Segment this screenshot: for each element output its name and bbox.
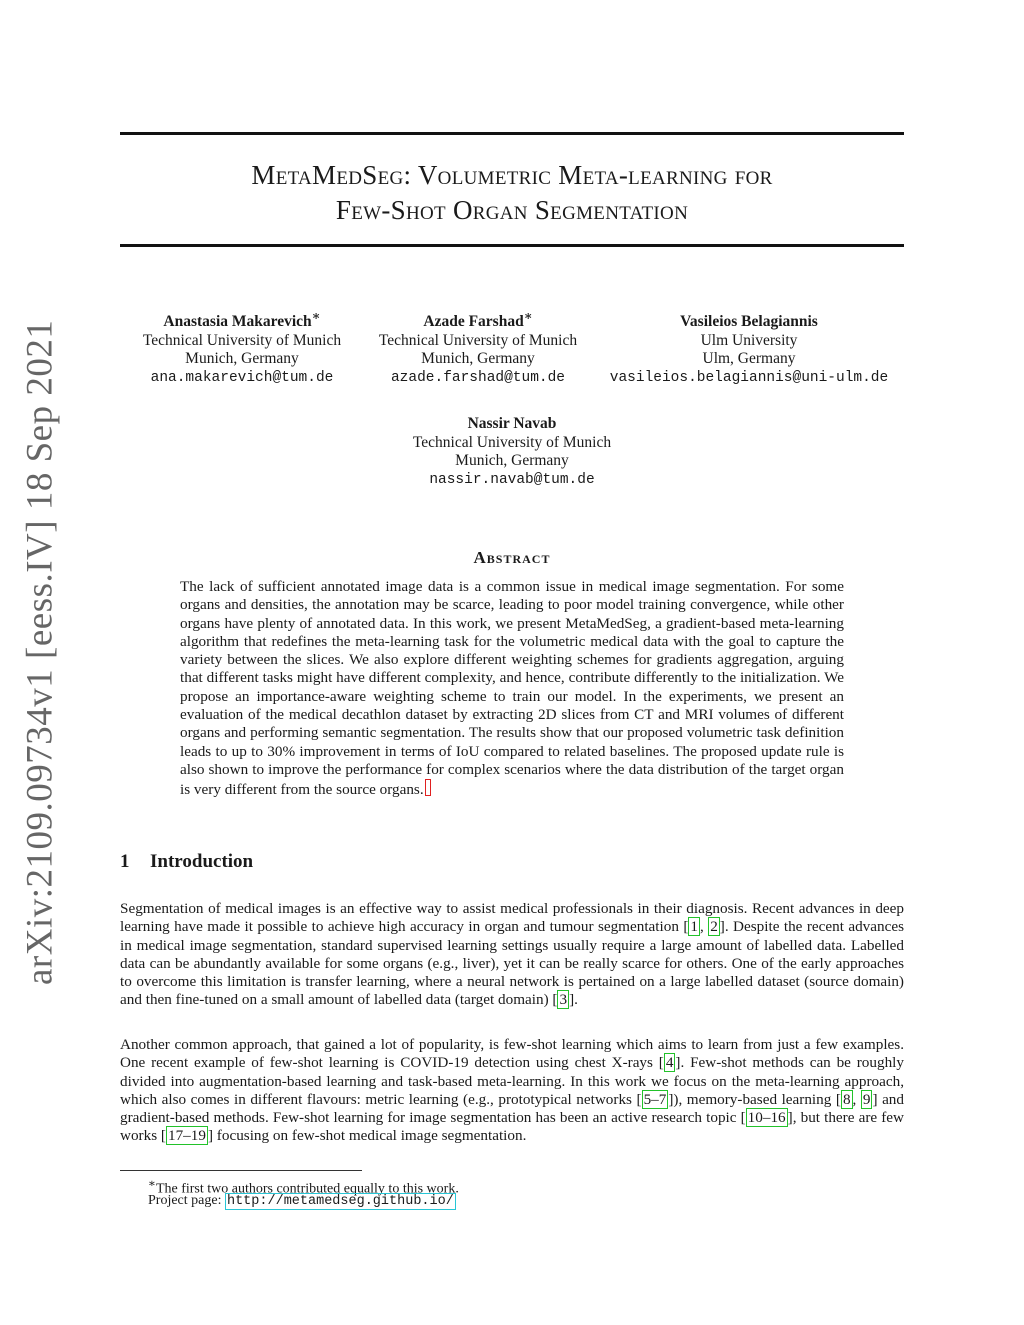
author-block (122, 307, 362, 387)
arxiv-side-stamp: arXiv:2109.09734v1 [eess.IV] 18 Sep 2021 (19, 319, 61, 986)
author-affiliation: Technical University of Munich (142, 331, 342, 349)
title-line-1: MetaMedSeg: Volumetric Meta-learning for (251, 160, 773, 190)
author-block (362, 307, 594, 387)
author-mark: ∗ (523, 308, 533, 323)
author-email[interactable]: vasileios.belagiannis@uni-ulm.de (609, 369, 889, 386)
footnote-mark: ∗ (148, 1177, 156, 1190)
author-location: Munich, Germany (185, 350, 299, 368)
footnote-rule (120, 1170, 362, 1171)
author-affiliation: Ulm University (700, 331, 798, 349)
author-email[interactable]: ana.makarevich@tum.de (150, 369, 334, 386)
author-mark: ∗ (311, 308, 321, 323)
abstract-body (180, 578, 844, 800)
citation-link[interactable]: 10–16 (747, 1109, 786, 1127)
project-page-link[interactable]: http://metamedseg.github.io/ (226, 1194, 454, 1209)
citation-link[interactable]: 4 (665, 1054, 674, 1072)
author-block (392, 409, 632, 489)
citation-link[interactable]: 1 (690, 918, 698, 936)
author-name: Azade Farshad (423, 313, 524, 331)
footnote-link-marker[interactable] (425, 779, 431, 796)
author-location: Ulm, Germany (702, 350, 796, 368)
author-name: Vasileios Belagiannis (680, 313, 818, 331)
author-location: Munich, Germany (421, 350, 535, 368)
citation-link[interactable]: 3 (559, 991, 568, 1009)
section-number: 1 (120, 851, 130, 872)
abstract-text: The lack of sufficient annotated image data is a common issue in medical image segmentation. For some organs and densities, the annotation may be scarce, leading to poor model training convergence, while other organs have plenty of annotated data. In this work, we present MetaMedSeg, a gradient-based meta-learning algorithm that redefines the meta-learning task for the volumetric medical data with the goal to capture the variety between the slices. We also explore different weighting schemes for gradients aggregation, arguing that different tasks might have different complexity, and hence, contribute differently to the initialization. We propose an importance-aware weighting scheme to train our model. In the experiments, we present an evaluation of the medical decathlon dataset by extracting 2D slices from CT and MRI volumes of different organs and performing semantic segmentation. The results show that our proposed volumetric task definition leads to up to 30% improvement in terms of IoU compared to related baselines. The proposed update rule is also shown to improve the performance for complex scenarios where the data distribution of the target organ is very different from the source organs. (180, 578, 844, 799)
title-bottom-rule (120, 244, 904, 247)
citation-link[interactable]: 17–19 (167, 1127, 206, 1145)
author-block (604, 307, 894, 387)
section-title: Introduction (150, 851, 254, 872)
project-page-line: Project page: http://metamedseg.github.io/ (148, 1193, 454, 1209)
author-name: Anastasia Makarevich (163, 313, 312, 331)
citation-link[interactable]: 8 (842, 1090, 851, 1108)
abstract-heading: Abstract (473, 548, 551, 567)
author-email[interactable]: nassir.navab@tum.de (429, 471, 595, 488)
author-affiliation: Technical University of Munich (412, 433, 612, 451)
citation-link[interactable]: 5–7 (643, 1090, 667, 1108)
title-line-2: Few-Shot Organ Segmentation (335, 195, 689, 225)
section-heading (120, 851, 253, 873)
footnote-text: ∗The first two authors contributed equally to this work. (148, 1177, 459, 1197)
title-top-rule (120, 132, 904, 135)
citation-link[interactable]: 9 (862, 1090, 871, 1108)
author-name: Nassir Navab (467, 415, 557, 433)
author-affiliation: Technical University of Munich (378, 331, 578, 349)
author-location: Munich, Germany (455, 452, 569, 470)
author-email[interactable]: azade.farshad@tum.de (390, 369, 566, 386)
intro-paragraph-1: Segmentation of medical images is an effective way to assist medical professionals in their diagnosis. Recent advances in deep learning have made it possible to achieve high accuracy in organ and tumour segmentation [ 1 , 2 ]. Despite the recent advances in medical image segmentation, standard supervised learning settings usually require a large amount of labelled data. Labelled data can be abundantly available for some organs (e.g., liver), yet it can be really scarce for others. One of the early approaches to overcome this limitation is transfer learning, where a neural network is pertained on a large labelled dataset (source domain) and then fine-tuned on a small amount of labelled data (target domain) [ 3 ]. (120, 900, 904, 1009)
paper-title (120, 158, 904, 228)
intro-paragraph-2: Another common approach, that gained a lot of popularity, is few-shot learning which aims to learn from just a few examples. One recent example of few-shot learning is COVID-19 detection using chest X-rays [ 4 ]. Few-shot methods can be roughly divided into augmentation-based learning and task-based meta-learning. In this work we focus on the meta-learning approach, which also comes in different flavours: metric learning (e.g., prototypical networks [ 5–7 ]), memory-based learning [ 8 , 9 ] and gradient-based methods. Few-shot learning for image segmentation has been an active research topic [ 10–16 ], but there are few works [ 17–19 ] focusing on few-shot medical image segmentation. (120, 1036, 904, 1145)
citation-link[interactable]: 2 (710, 918, 718, 936)
